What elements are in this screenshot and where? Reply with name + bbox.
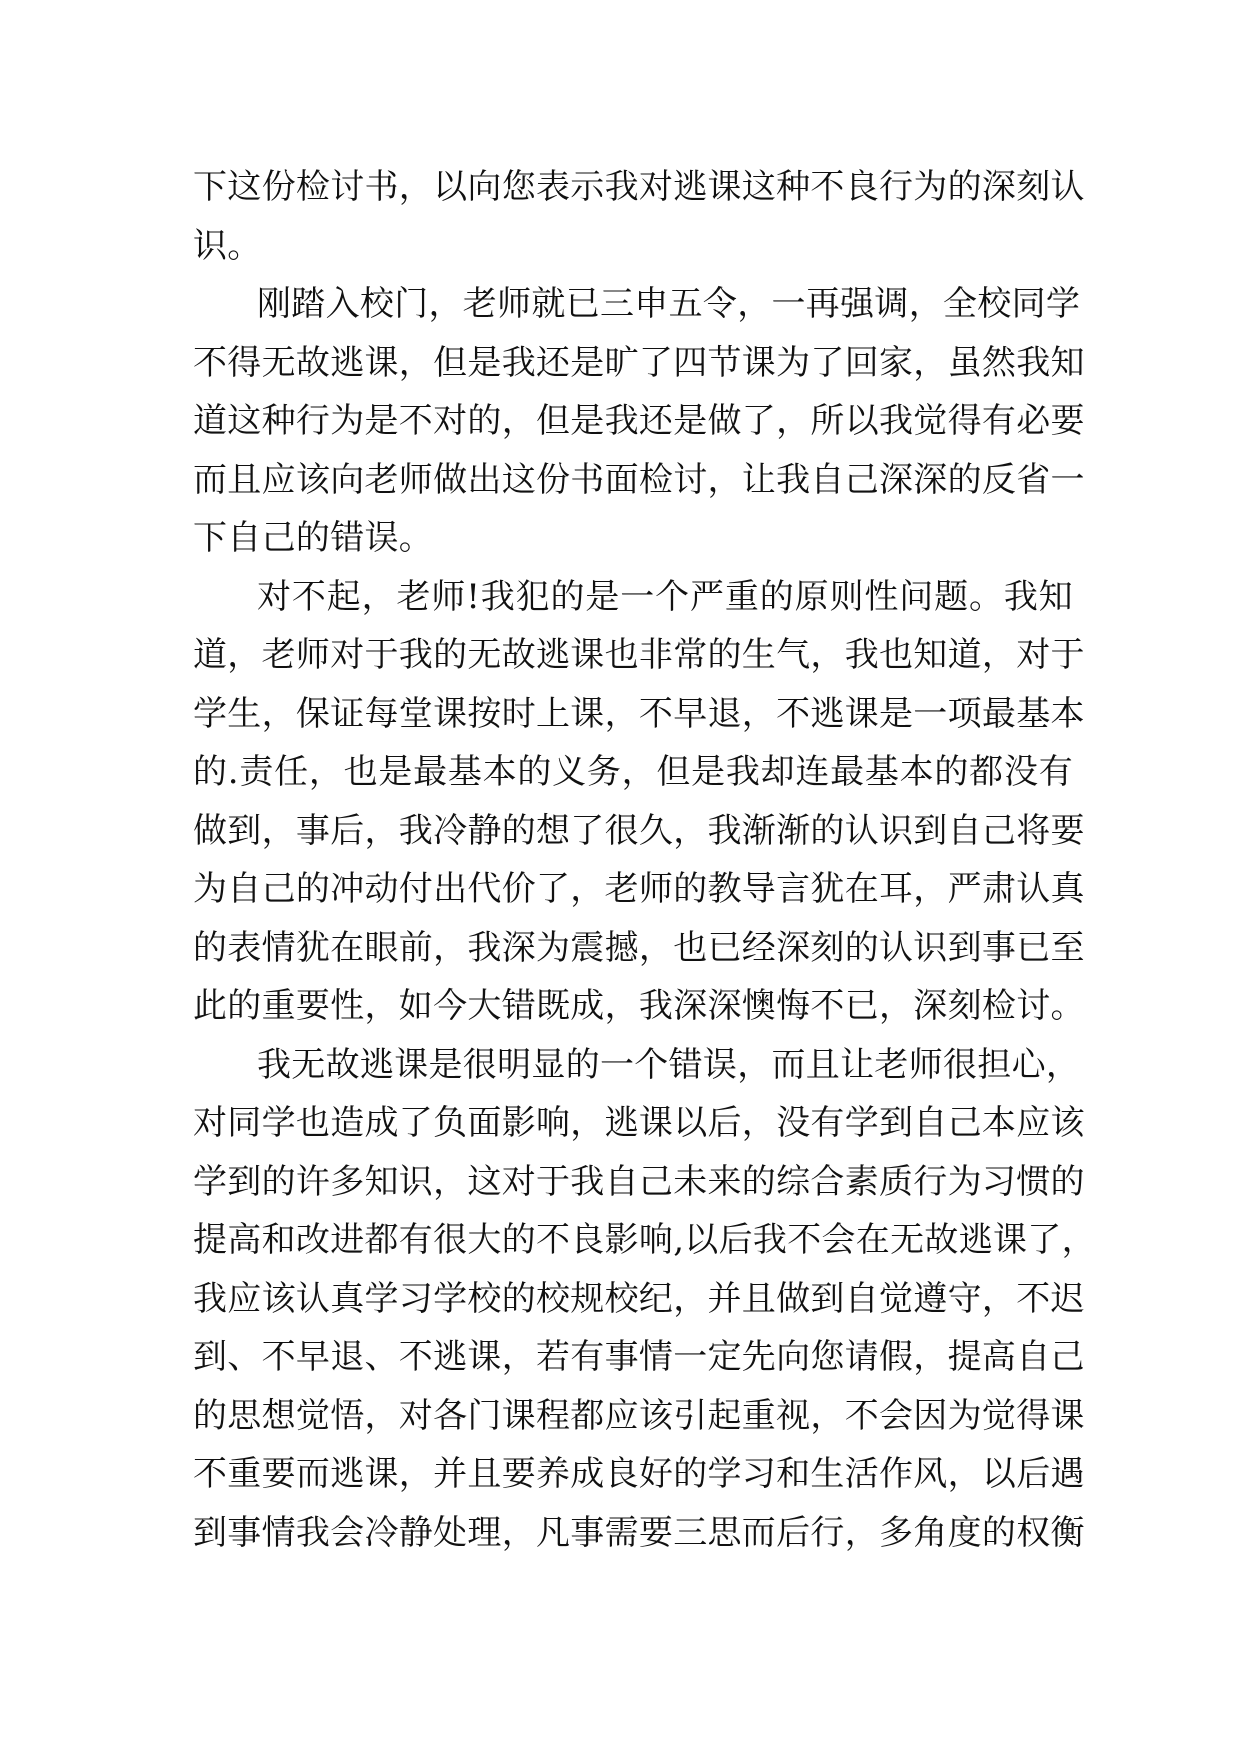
text-line: 的思想觉悟，对各门课程都应该引起重视，不会因为觉得课 [193, 1395, 1085, 1436]
text-line: 对同学也造成了负面影响，逃课以后，没有学到自己本应该 [193, 1103, 1085, 1143]
text-line: 此的重要性，如今大错既成，我深深懊悔不已，深刻检讨。 [193, 986, 1085, 1026]
text-line: 刚踏入校门，老师就已三申五令，一再强调，全校同学 [257, 284, 1081, 324]
text-line: 的.责任，也是最基本的义务，但是我却连最基本的都没有 [193, 752, 1073, 792]
text-line: 的表情犹在眼前，我深为震撼，也已经深刻的认识到事已至 [193, 927, 1085, 968]
text-line: 到、不早退、不逃课，若有事情一定先向您请假，提高自己 [193, 1337, 1085, 1377]
text-line: 识。 [193, 225, 262, 266]
text-line: 不得无故逃课，但是我还是旷了四节课为了回家，虽然我知 [193, 342, 1085, 383]
text-line: 对不起，老师!我犯的是一个严重的原则性问题。我知 [257, 576, 1073, 617]
text-line: 为自己的冲动付出代价了，老师的教导言犹在耳，严肃认真 [193, 869, 1085, 909]
text-line: 学到的许多知识，这对于我自己未来的综合素质行为习惯的 [193, 1161, 1085, 1202]
text-line: 我无故逃课是很明显的一个错误，而且让老师很担心， [257, 1044, 1081, 1085]
text-line: 学生，保证每堂课按时上课，不早退，不逃课是一项最基本 [193, 693, 1085, 734]
text-line: 我应该认真学习学校的校规校纪，并且做到自觉遵守，不迟 [193, 1278, 1085, 1319]
text-line: 下这份检讨书，以向您表示我对逃课这种不良行为的深刻认 [193, 167, 1085, 207]
text-line: 到事情我会冷静处理，凡事需要三思而后行，多角度的权衡 [193, 1512, 1085, 1553]
text-line: 不重要而逃课，并且要养成良好的学习和生活作风，以后遇 [193, 1454, 1085, 1494]
text-line: 道，老师对于我的无故逃课也非常的生气，我也知道，对于 [193, 635, 1085, 675]
document-body [193, 158, 1096, 1562]
text-line: 而且应该向老师做出这份书面检讨，让我自己深深的反省一 [193, 459, 1085, 500]
text-line: 做到，事后，我冷静的想了很久，我渐渐的认识到自己将要 [193, 810, 1085, 851]
text-line: 道这种行为是不对的，但是我还是做了，所以我觉得有必要 [193, 401, 1085, 441]
text-line: 下自己的错误。 [193, 518, 434, 558]
text-line: 提高和改进都有很大的不良影响,以后我不会在无故逃课了， [193, 1220, 1096, 1260]
